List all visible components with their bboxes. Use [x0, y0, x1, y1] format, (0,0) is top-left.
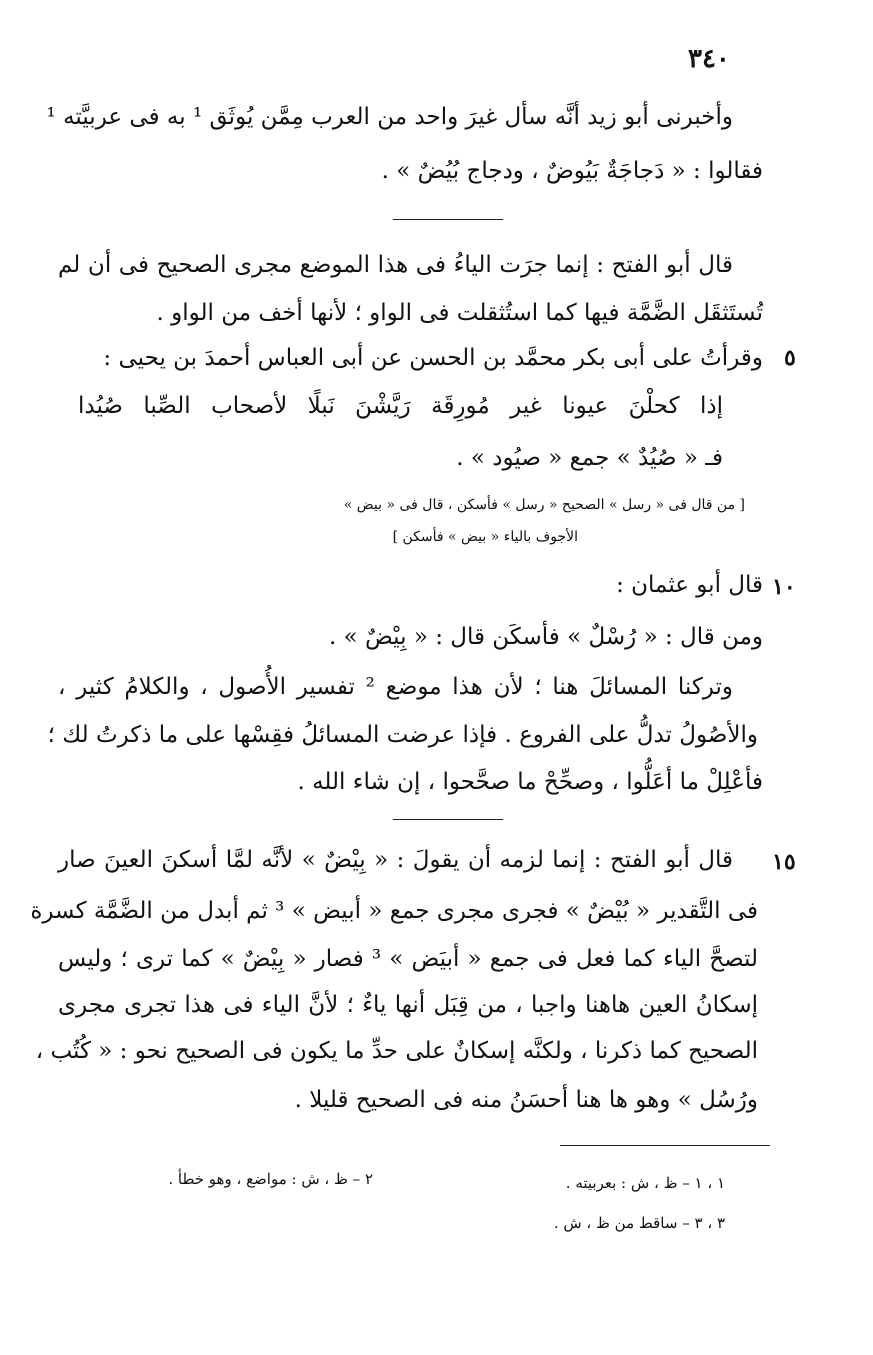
text-line: وأخبرنى أبو زيد أنَّه سأل غيرَ واحد من العرب مِمَّن يُوثَق ¹ به فى عربيَّته ¹ — [46, 104, 733, 130]
text-line: الصحيح كما ذكرنا ، ولكنَّه إسكانٌ على حدِّ ما يكون فى الصحيح نحو : « كُتُب ، — [35, 1038, 758, 1064]
footnote: ٢ – ظ ، ش : مواضع ، وهو خطأ . — [168, 1170, 373, 1188]
text-line: ورُسُل » وهو ها هنا أحسَنُ منه فى الصحيح قليلا . — [294, 1087, 758, 1113]
line-number: ١٥ — [772, 849, 796, 875]
footnote: ١ ، ١ – ظ ، ش : بعربيته . — [565, 1174, 725, 1192]
bracket-note: الأجوف بالياء « بيض » فأسكن ] — [392, 529, 578, 545]
bracket-note: [ من قال فى « رسل » الصحيح « رسل » فأسكن ، قال فى « بيض » — [343, 497, 745, 513]
verse-line: إذا كحلْنَ عيونا غير مُورِقَة رَيَّشْنَ نَبلًا لأصحاب الصِّبا صُيُدا — [78, 393, 723, 419]
text-line: وتركنا المسائلَ هنا ؛ لأن هذا موضع ² تفسير الأُصول ، والكلامُ كثير ، — [58, 674, 733, 700]
line-number: ١٠ — [772, 574, 796, 600]
text-line: إسكانُ العين هاهنا واجبا ، من قِبَل أنها ياءٌ ؛ لأنَّ الياء فى هذا تجرى مجرى — [58, 992, 758, 1018]
text-line: فقالوا : « دَجاجَةٌ بَيُوضٌ ، ودجاج بُيُضٌ » . — [381, 158, 763, 184]
section-divider — [393, 219, 503, 220]
line-number: ٥ — [784, 345, 796, 371]
text-line: والأصُولُ تدلُّ على الفروع . فإذا عرضت المسائلُ فقِسْها على ما ذكرتُ لك ؛ — [47, 722, 758, 748]
footnote: ٣ ، ٣ – ساقط من ظ ، ش . — [553, 1214, 725, 1232]
text-line: ومن قال : « رُسْلٌ » فأسكَن قال : « بِيْضٌ » . — [329, 624, 763, 650]
text-line: لتصحَّ الياء كما فعل فى جمع « أبيَض » ³ فصار « بِيْضٌ » كما ترى ؛ وليس — [58, 946, 758, 972]
page-number: ٣٤٠ — [688, 44, 730, 74]
text-line: تُستَثقَل الضَّمَّة فيها كما استُثقلت فى الواو ؛ لأنها أخف من الواو . — [156, 300, 763, 326]
text-line: فأعْلِلْ ما أعَلُّوا ، وصحِّحْ ما صحَّحوا ، إن شاء الله . — [297, 769, 763, 795]
text-line: قال أبو الفتح : إنما لزمه أن يقولَ : « بِيْضٌ » لأنَّه لمَّا أسكنَ العينَ صار — [58, 847, 733, 873]
footnote-separator — [560, 1145, 770, 1146]
text-line: قال أبو الفتح : إنما جرَت الياءُ فى هذا الموضع مجرى الصحيح فى أن لم — [58, 252, 733, 278]
text-line: فـ « صُيُدٌ » جمع « صيُود » . — [456, 445, 723, 471]
section-divider — [393, 819, 503, 820]
text-line: فى التَّقدير « بُيْضٌ » فجرى مجرى جمع « أبيض » ³ ثم أبدل من الضَّمَّة كسرة — [30, 898, 758, 924]
text-line: وقرأتُ على أبى بكر محمَّد بن الحسن عن أبى العباس أحمدَ بن يحيى : — [103, 345, 763, 371]
text-line: قال أبو عثمان : — [616, 572, 763, 598]
